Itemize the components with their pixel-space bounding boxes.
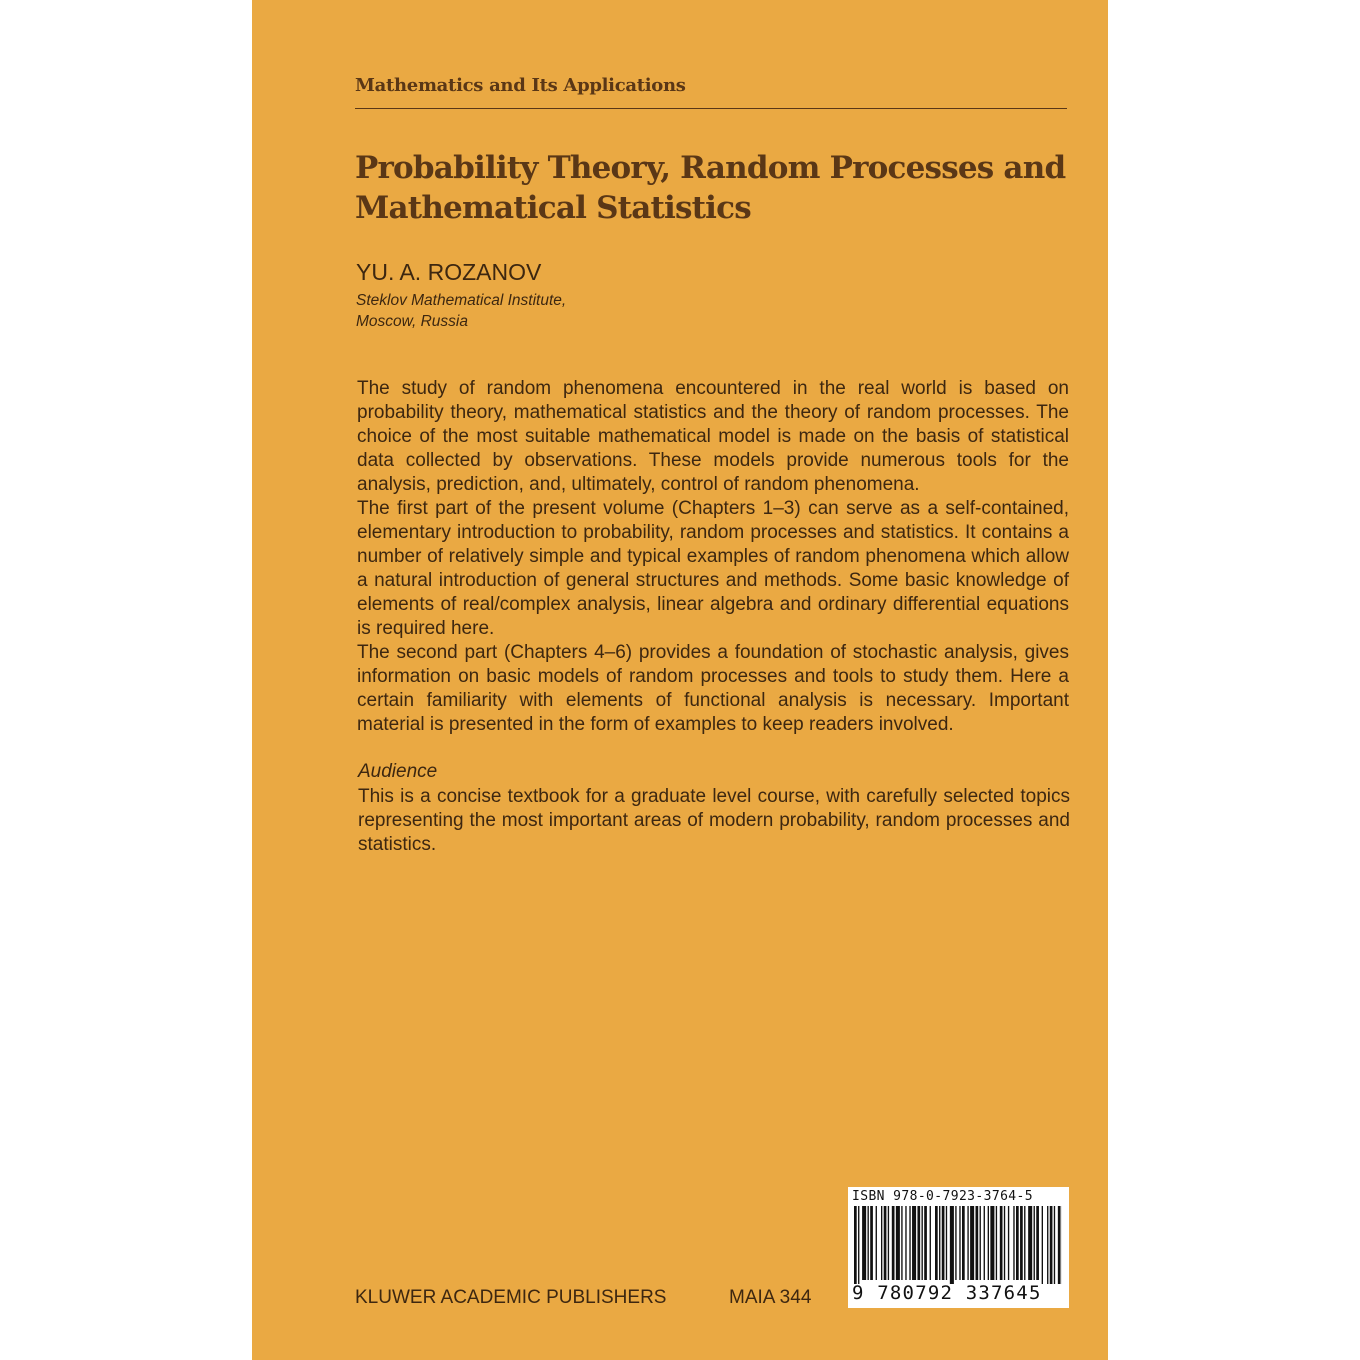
barcode-bar xyxy=(1004,1206,1005,1280)
description-paragraph-3: The second part (Chapters 4–6) provides a foundation of stochastic analysis, gives information on basic models of random processes and tools to study them. Here a certain familiarity with elements of functional analysis is necessary. Important material is presented in the form of examples to keep readers involved. xyxy=(357,642,1069,735)
barcode-bar xyxy=(924,1206,927,1280)
isbn-label: ISBN 978-0-7923-3764-5 xyxy=(852,1189,1033,1204)
description xyxy=(357,377,1069,737)
audience-text: This is a concise textbook for a graduate level course, with carefully selected topics representing the most important areas of modern probability, random processes and statistics. xyxy=(358,786,1070,855)
barcode-bar xyxy=(1036,1206,1039,1280)
barcode-bars-icon xyxy=(854,1206,1062,1284)
description-paragraph-2: The first part of the present volume (Chapters 1–3) can serve as a self-contained, elementary introduction to probability, random processes and statistics. It contains a number of relatively simple and typical examples of random phenomena which allow a natural introduction of general structures and methods. Some basic knowledge of elements of real/complex analysis, linear algebra and ordinary differential equations is required here. xyxy=(357,498,1069,639)
barcode-bar xyxy=(917,1206,920,1280)
barcode-bar xyxy=(976,1206,979,1280)
barcode-bar xyxy=(888,1206,889,1280)
barcode-bar xyxy=(946,1206,947,1280)
barcode-bar xyxy=(892,1206,895,1280)
barcode-bar xyxy=(905,1206,906,1280)
barcode-bar xyxy=(942,1206,945,1280)
barcode-bar xyxy=(1042,1206,1043,1284)
barcode-bar xyxy=(950,1206,954,1284)
barcode-bar xyxy=(922,1206,923,1280)
barcode-bar xyxy=(967,1206,968,1280)
barcode-bar xyxy=(1050,1206,1053,1284)
publisher-name: KLUWER ACADEMIC PUBLISHERS xyxy=(355,1287,667,1308)
barcode-digits: 9 780792 337645 xyxy=(852,1282,1042,1304)
barcode-bar xyxy=(854,1206,857,1284)
barcode-bar xyxy=(970,1206,974,1280)
barcode-bar xyxy=(930,1206,931,1280)
barcode-bar xyxy=(1000,1206,1003,1280)
description-paragraph-1: The study of random phenomena encountered in the real world is based on probability theory, mathematical statistics and the theory of random processes. The choice of the most suitable mathematical model is made on the basis of statistical data collected by observations. These models provide numerous tools for the analysis, prediction, and, ultimately, control of random phenomena. xyxy=(357,378,1069,495)
affiliation-line-2: Moscow, Russia xyxy=(356,313,468,330)
barcode-bar xyxy=(1016,1206,1019,1280)
barcode-bar xyxy=(1008,1206,1009,1280)
barcode-bar xyxy=(996,1206,997,1280)
author-name: YU. A. ROZANOV xyxy=(356,259,542,285)
barcode-bar xyxy=(912,1206,916,1280)
barcode-bar xyxy=(939,1206,940,1280)
barcode-bar xyxy=(876,1206,877,1280)
barcode-bar xyxy=(1020,1206,1023,1280)
affiliation-line-1: Steklov Mathematical Institute, xyxy=(356,292,567,309)
barcode-bar xyxy=(959,1206,960,1280)
barcode-bar xyxy=(1013,1206,1014,1280)
series-name: Mathematics and Its Applications xyxy=(355,75,686,96)
barcode-bar xyxy=(896,1206,900,1280)
barcode-bar xyxy=(858,1206,859,1284)
barcode-bar xyxy=(988,1206,989,1280)
barcode-bar xyxy=(1028,1206,1032,1280)
barcode-bar xyxy=(901,1206,902,1280)
barcode-bar xyxy=(1024,1206,1025,1280)
author-affiliation xyxy=(356,290,566,332)
barcode-bar xyxy=(990,1206,994,1280)
barcode-bar xyxy=(862,1206,866,1280)
barcode-bar xyxy=(1058,1206,1061,1284)
header-rule xyxy=(355,108,1067,109)
barcode-bar xyxy=(984,1206,985,1280)
barcode-bar xyxy=(868,1206,869,1280)
barcode-bar xyxy=(909,1206,910,1280)
barcode-bar xyxy=(955,1206,956,1280)
barcode-bar xyxy=(935,1206,938,1280)
barcode-bar xyxy=(980,1206,981,1280)
book-title: Probability Theory, Random Processes and Mathematical Statistics xyxy=(355,150,1066,226)
barcode-bar xyxy=(962,1206,965,1280)
barcode-bar xyxy=(881,1206,882,1280)
series-number: MAIA 344 xyxy=(729,1287,812,1308)
barcode-bar xyxy=(1054,1206,1055,1284)
barcode-bar xyxy=(884,1206,887,1280)
barcode-bar xyxy=(1034,1206,1035,1280)
barcode-bar xyxy=(870,1206,873,1280)
isbn-barcode xyxy=(848,1187,1069,1308)
audience-heading: Audience xyxy=(358,761,438,782)
barcode-bar xyxy=(1047,1206,1048,1284)
